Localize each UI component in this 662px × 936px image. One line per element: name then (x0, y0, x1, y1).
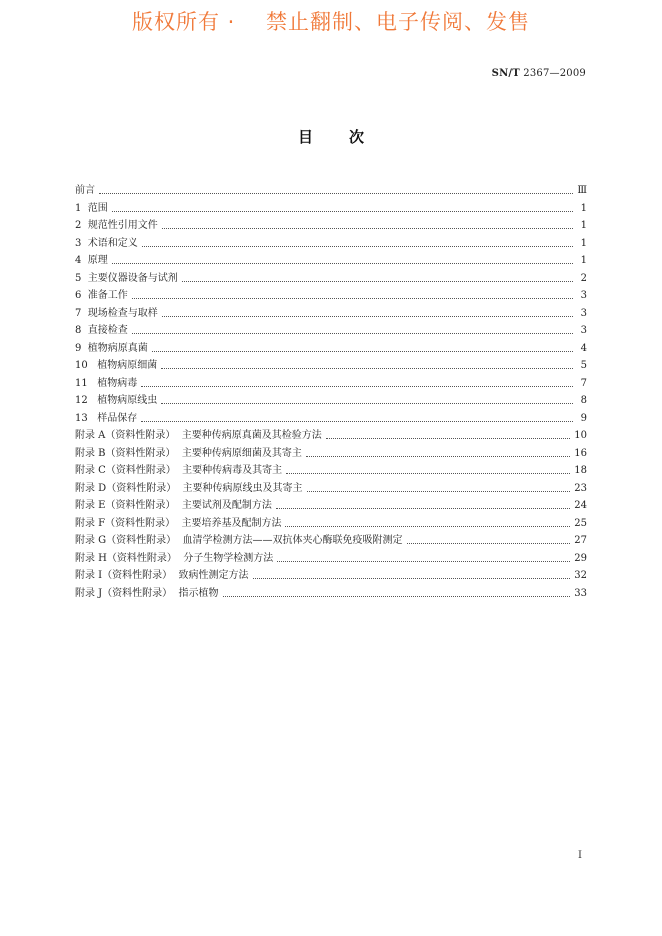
toc-entry-page: 3 (580, 290, 587, 301)
toc-dot-leader (99, 181, 573, 194)
toc-entry-label: 3 术语和定义 (75, 237, 138, 249)
toc-entry[interactable] (75, 233, 587, 251)
toc-entry-page: 32 (574, 570, 587, 581)
toc-entry-page: 4 (580, 342, 587, 354)
toc-entry[interactable] (75, 355, 587, 373)
toc-entry-label: 附录 B（资料性附录） 主要种传病原细菌及其寄主 (75, 447, 302, 459)
toc-entry[interactable] (75, 390, 587, 408)
toc-dot-leader (141, 409, 573, 422)
page-number: I (578, 850, 582, 861)
toc-entry-page: 29 (574, 552, 587, 564)
toc-entry[interactable] (75, 215, 587, 233)
toc-entry[interactable] (75, 583, 587, 601)
toc-dot-leader (307, 479, 571, 492)
toc-dot-leader (306, 444, 570, 457)
toc-entry-page: 1 (580, 237, 587, 249)
toc-dot-leader (277, 549, 570, 562)
toc-entry-label: 附录 E（资料性附录） 主要试剂及配制方法 (75, 500, 272, 511)
toc-entry-label: 13 样品保存 (75, 412, 138, 424)
standard-code (492, 68, 586, 79)
toc-dot-leader (286, 461, 570, 474)
toc-entry[interactable] (75, 180, 587, 198)
toc-entry[interactable] (75, 565, 587, 583)
toc-entry[interactable] (75, 530, 587, 548)
toc-dot-leader (132, 286, 573, 299)
toc-entry[interactable] (75, 408, 587, 426)
toc-entry[interactable] (75, 285, 587, 303)
toc-entry[interactable] (75, 548, 587, 566)
toc-entry-label: 附录 C（资料性附录） 主要种传病毒及其寄主 (75, 465, 283, 476)
toc-dot-leader (326, 426, 571, 439)
toc-title: 目次 (297, 128, 400, 146)
table-of-contents (75, 180, 587, 600)
toc-dot-leader (112, 251, 573, 264)
toc-entry-label: 10 植物病原细菌 (75, 360, 158, 371)
toc-entry[interactable] (75, 478, 587, 496)
toc-entry-label: 1 范围 (75, 202, 108, 214)
toc-entry[interactable] (75, 320, 587, 338)
toc-dot-leader (253, 566, 571, 579)
toc-entry-page: 16 (574, 447, 587, 459)
toc-entry-label: 5 主要仪器设备与试剂 (75, 272, 178, 284)
toc-entry-label: 附录 D（资料性附录） 主要种传病原线虫及其寄主 (75, 482, 303, 494)
toc-entry-page: 25 (574, 517, 587, 529)
toc-entry[interactable] (75, 513, 587, 531)
toc-entry-label: 6 准备工作 (75, 290, 128, 301)
toc-entry-label: 7 现场检查与取样 (75, 307, 158, 319)
toc-entry-label: 附录 F（资料性附录） 主要培养基及配制方法 (75, 517, 282, 529)
toc-entry[interactable] (75, 268, 587, 286)
toc-entry[interactable] (75, 338, 587, 356)
toc-entry-page: 24 (574, 500, 587, 511)
toc-dot-leader (112, 199, 573, 212)
toc-entry-label: 附录 I（资料性附录） 致病性测定方法 (75, 570, 249, 581)
toc-dot-leader (161, 356, 573, 369)
toc-entry[interactable] (75, 303, 587, 321)
standard-code-prefix: SN/T (491, 68, 520, 79)
toc-entry-page: 10 (574, 430, 587, 441)
toc-entry-label: 附录 H（资料性附录） 分子生物学检测方法 (75, 552, 274, 564)
toc-entry-page: 9 (580, 412, 587, 424)
toc-entry[interactable] (75, 425, 587, 443)
toc-dot-leader (161, 391, 573, 404)
toc-entry-page: 3 (580, 307, 587, 319)
toc-entry[interactable] (75, 443, 587, 461)
toc-entry[interactable] (75, 250, 587, 268)
toc-dot-leader (142, 234, 573, 247)
toc-entry-page: Ⅲ (577, 185, 587, 196)
toc-entry-page: 2 (580, 272, 587, 284)
toc-entry-label: 8 直接检查 (75, 325, 128, 336)
toc-entry-label: 4 原理 (75, 255, 108, 266)
copyright-banner: 版权所有 · 禁止翻制、电子传阅、发售 (131, 10, 531, 34)
toc-entry[interactable] (75, 373, 587, 391)
toc-dot-leader (152, 339, 573, 352)
toc-dot-leader (285, 514, 570, 527)
toc-entry-page: 1 (580, 220, 587, 231)
toc-entry-page: 1 (580, 255, 587, 266)
toc-entry-page: 23 (574, 482, 587, 494)
toc-dot-leader (223, 584, 571, 597)
toc-dot-leader (182, 269, 573, 282)
toc-dot-leader (132, 321, 573, 334)
toc-entry-label: 附录 A（资料性附录） 主要种传病原真菌及其检验方法 (75, 430, 322, 441)
toc-dot-leader (141, 374, 573, 387)
toc-dot-leader (276, 496, 570, 509)
toc-entry-label: 附录 G（资料性附录） 血清学检测方法——双抗体夹心酶联免疫吸附测定 (75, 535, 403, 546)
toc-entry[interactable] (75, 495, 587, 513)
toc-dot-leader (162, 216, 573, 229)
toc-entry[interactable] (75, 460, 587, 478)
toc-entry-page: 3 (580, 325, 587, 336)
toc-entry-label: 9 植物病原真菌 (75, 342, 148, 354)
toc-dot-leader (162, 304, 573, 317)
toc-entry-label: 12 植物病原线虫 (75, 395, 158, 406)
toc-entry[interactable] (75, 198, 587, 216)
toc-entry-page: 8 (580, 395, 587, 406)
toc-entry-page: 1 (580, 202, 587, 214)
toc-entry-page: 5 (580, 360, 587, 371)
toc-entry-page: 27 (574, 535, 587, 546)
toc-entry-label: 2 规范性引用文件 (75, 220, 158, 231)
toc-entry-page: 33 (574, 587, 587, 599)
toc-entry-page: 7 (580, 377, 587, 389)
toc-entry-page: 18 (574, 465, 587, 476)
toc-dot-leader (407, 531, 571, 544)
standard-code-number: 2367—2009 (519, 68, 586, 79)
toc-entry-label: 11 植物病毒 (75, 377, 138, 389)
toc-entry-label: 附录 J（资料性附录） 指示植物 (75, 587, 219, 599)
toc-entry-label: 前言 (75, 185, 95, 196)
